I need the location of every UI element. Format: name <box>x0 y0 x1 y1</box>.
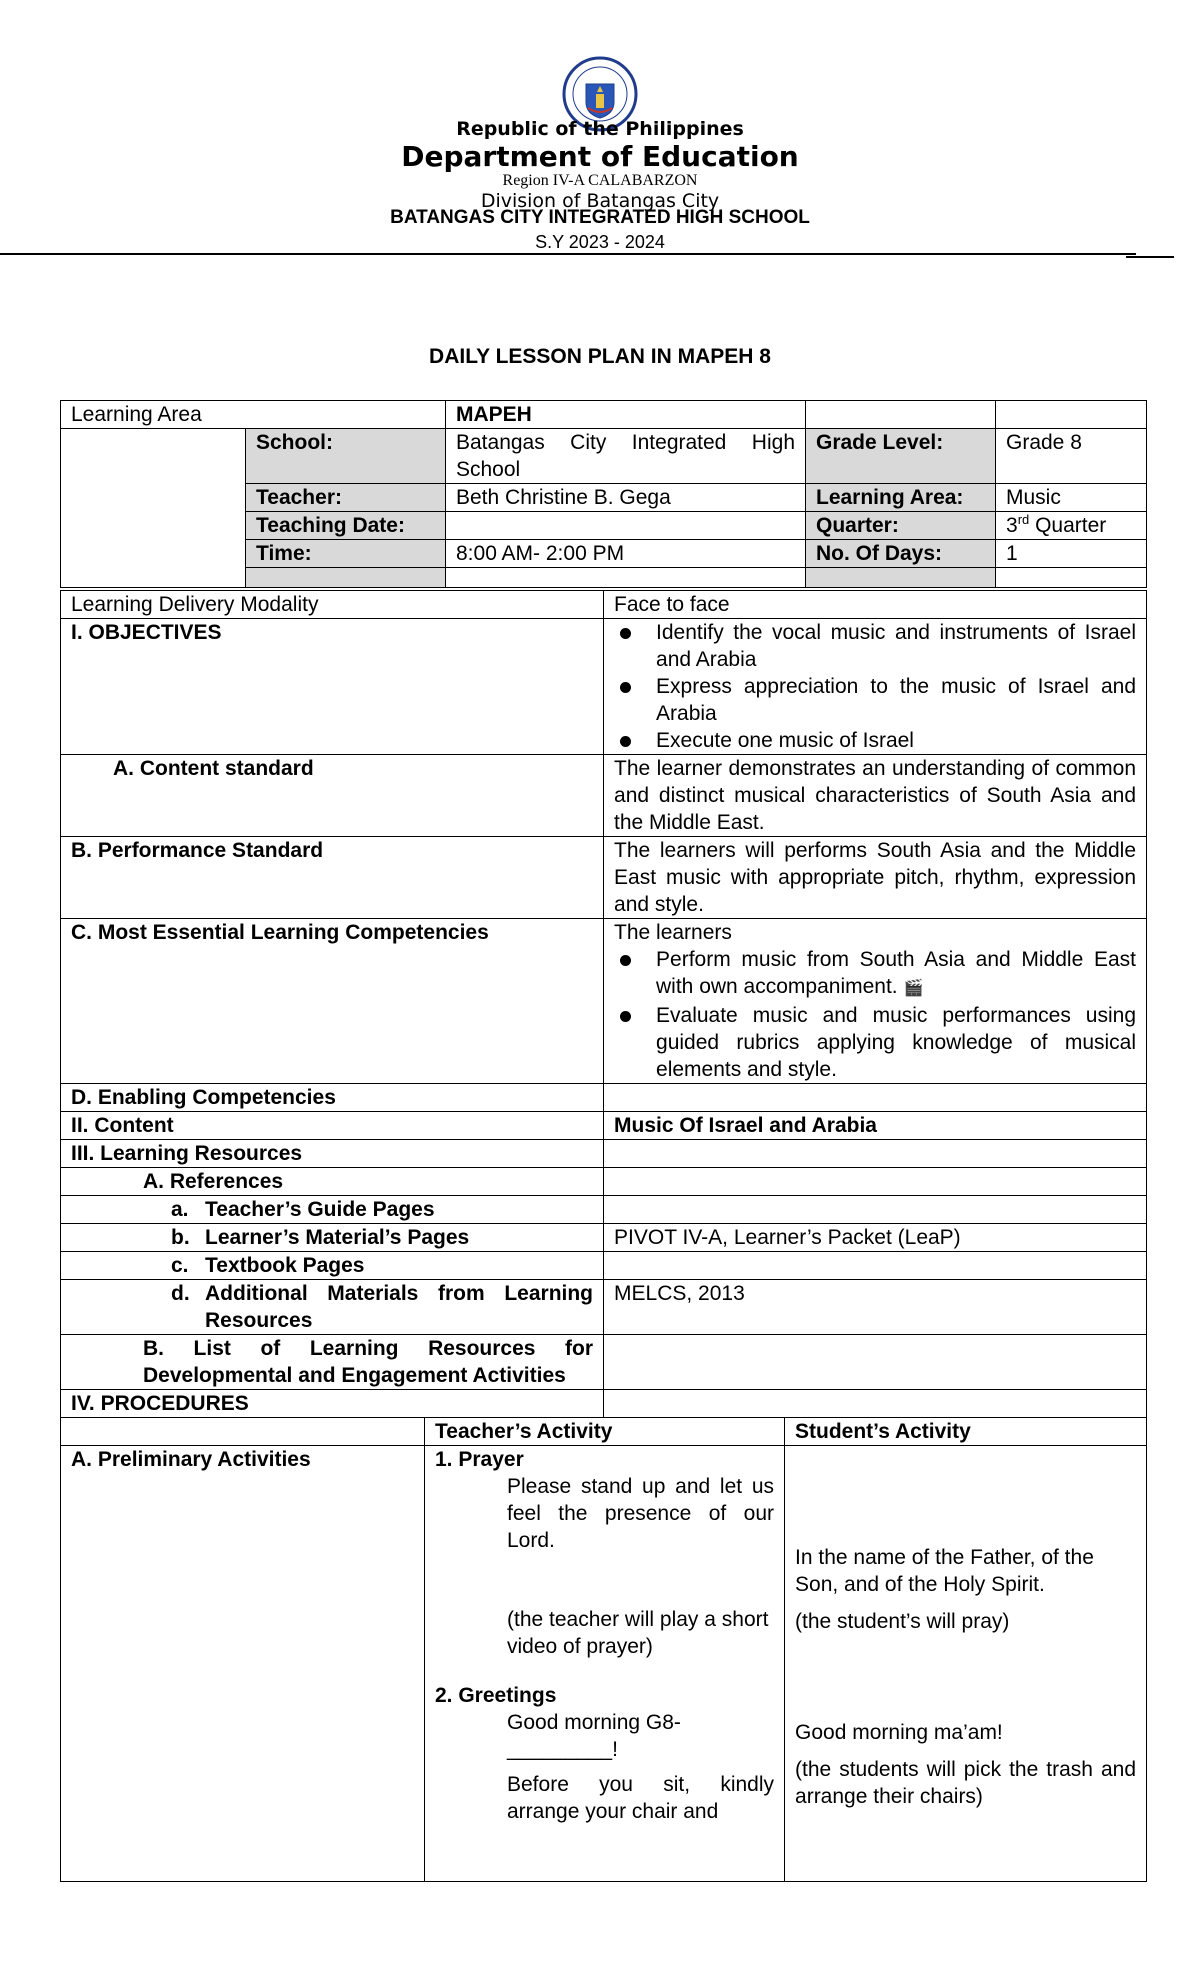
melc-intro: The learners <box>614 921 732 944</box>
procedures-label: IV. PROCEDURES <box>61 1390 604 1418</box>
learners-material-value: PIVOT IV-A, Learner’s Packet (LeaP) <box>604 1224 1147 1252</box>
header-divider <box>0 253 1136 255</box>
area-label: Learning Area: <box>806 484 996 512</box>
teachers-guide-label: a. Teacher’s Guide Pages <box>61 1196 604 1224</box>
info-table <box>60 400 1147 588</box>
prayer-teacher-text: Please stand up and let us feel the presence of our Lord. <box>507 1475 775 1552</box>
time-label: Time: <box>246 540 446 568</box>
greet-student-note: (the students will pick the trash and arrange their chairs) <box>795 1758 1137 1808</box>
learning-area-value: MAPEH <box>446 401 806 429</box>
greet-teacher-blank: _________! <box>507 1738 618 1761</box>
school-line: BATANGAS CITY INTEGRATED HIGH SCHOOL <box>390 207 810 228</box>
grade-value: Grade 8 <box>996 429 1147 484</box>
prayer-student-text: In the name of the Father, of the Son, and of the Holy Spirit. <box>795 1546 1094 1596</box>
student-activity-cell <box>785 1446 1147 1882</box>
quarter-value: 3rd Quarter <box>996 512 1147 540</box>
list-resources-label: B. List of Learning Resources for Developmental and Engagement Activities <box>61 1335 604 1390</box>
teacher-label: Teacher: <box>246 484 446 512</box>
teacher-activity-cell <box>425 1446 785 1882</box>
objectives-list <box>604 619 1147 755</box>
enabling-value <box>604 1084 1147 1112</box>
modality-label: Learning Delivery Modality <box>61 591 604 619</box>
teacher-value: Beth Christine B. Gega <box>446 484 806 512</box>
days-label: No. Of Days: <box>806 540 996 568</box>
quarter-label: Quarter: <box>806 512 996 540</box>
prayer-student-note: (the student’s will pray) <box>795 1610 1010 1633</box>
lesson-plan-table <box>60 590 1147 1882</box>
objective-item: Execute one music of Israel <box>614 727 1136 754</box>
student-activity-header: Student’s Activity <box>785 1418 1147 1446</box>
greet-teacher-text: Good morning G8- <box>507 1711 681 1734</box>
grade-label: Grade Level: <box>806 429 996 484</box>
modality-value: Face to face <box>604 591 1147 619</box>
header-divider-right <box>1126 256 1174 258</box>
preliminary-activities-label: A. Preliminary Activities <box>61 1446 425 1882</box>
learners-material-label: b. Learner’s Material’s Pages <box>61 1224 604 1252</box>
area-value: Music <box>996 484 1147 512</box>
content-standard-label: A. Content standard <box>61 755 604 837</box>
time-value: 8:00 AM- 2:00 PM <box>446 540 806 568</box>
performance-standard-label: B. Performance Standard <box>61 837 604 919</box>
melc-cell <box>604 919 1147 1084</box>
references-label: A. References <box>61 1168 604 1196</box>
prayer-heading: 1. Prayer <box>435 1448 524 1471</box>
objectives-label: I. OBJECTIVES <box>61 619 604 755</box>
department-line: Department of Education <box>401 140 799 173</box>
content-standard-value: The learner demonstrates an understanding of common and distinct musical characteristics of South Asia and the Middle East. <box>604 755 1147 837</box>
textbook-value <box>604 1252 1147 1280</box>
school-value: Batangas City Integrated High School <box>446 429 806 484</box>
melc-item: Perform music from South Asia and Middle East with own accompaniment. 🎬 <box>614 946 1136 1002</box>
greet-student-text: Good morning ma’am! <box>795 1721 1003 1744</box>
melc-item: Evaluate music and music performances using guided rubrics applying knowledge of musical elements and style. <box>614 1002 1136 1083</box>
page-title: DAILY LESSON PLAN IN MAPEH 8 <box>429 345 771 368</box>
textbook-label: c. Textbook Pages <box>61 1252 604 1280</box>
prayer-video-note: (the teacher will play a short video of prayer) <box>507 1608 769 1658</box>
teaching-date-value <box>446 512 806 540</box>
enabling-label: D. Enabling Competencies <box>61 1084 604 1112</box>
school-label: School: <box>246 429 446 484</box>
arrange-chair-text: Before you sit, kindly arrange your chair and <box>507 1773 775 1823</box>
republic-line: Republic of the Philippines <box>456 118 744 140</box>
resources-label: III. Learning Resources <box>61 1140 604 1168</box>
objective-item: Identify the vocal music and instruments of Israel and Arabia <box>614 619 1136 673</box>
division-line: Division of Batangas City <box>480 190 720 212</box>
content-value: Music Of Israel and Arabia <box>604 1112 1147 1140</box>
additional-materials-label: d. Additional Materials from Learning Resources <box>61 1280 604 1335</box>
list-resources-value <box>604 1335 1147 1390</box>
performance-standard-value: The learners will performs South Asia and the Middle East music with appropriate pitch, rhythm, expression and style. <box>604 837 1147 919</box>
days-value: 1 <box>996 540 1147 568</box>
objective-item: Express appreciation to the music of Israel and Arabia <box>614 673 1136 727</box>
teaching-date-label: Teaching Date: <box>246 512 446 540</box>
content-label: II. Content <box>61 1112 604 1140</box>
melc-label: C. Most Essential Learning Competencies <box>61 919 604 1084</box>
region-line: Region IV-A CALABARZON <box>502 172 698 189</box>
additional-materials-value: MELCS, 2013 <box>604 1280 1147 1335</box>
learning-area-label: Learning Area <box>61 401 446 429</box>
clapperboard-icon: 🎬 <box>903 980 924 997</box>
teacher-activity-header: Teacher’s Activity <box>425 1418 785 1446</box>
school-year-line: S.Y 2023 - 2024 <box>535 232 665 252</box>
greetings-heading: 2. Greetings <box>435 1684 557 1707</box>
teachers-guide-value <box>604 1196 1147 1224</box>
